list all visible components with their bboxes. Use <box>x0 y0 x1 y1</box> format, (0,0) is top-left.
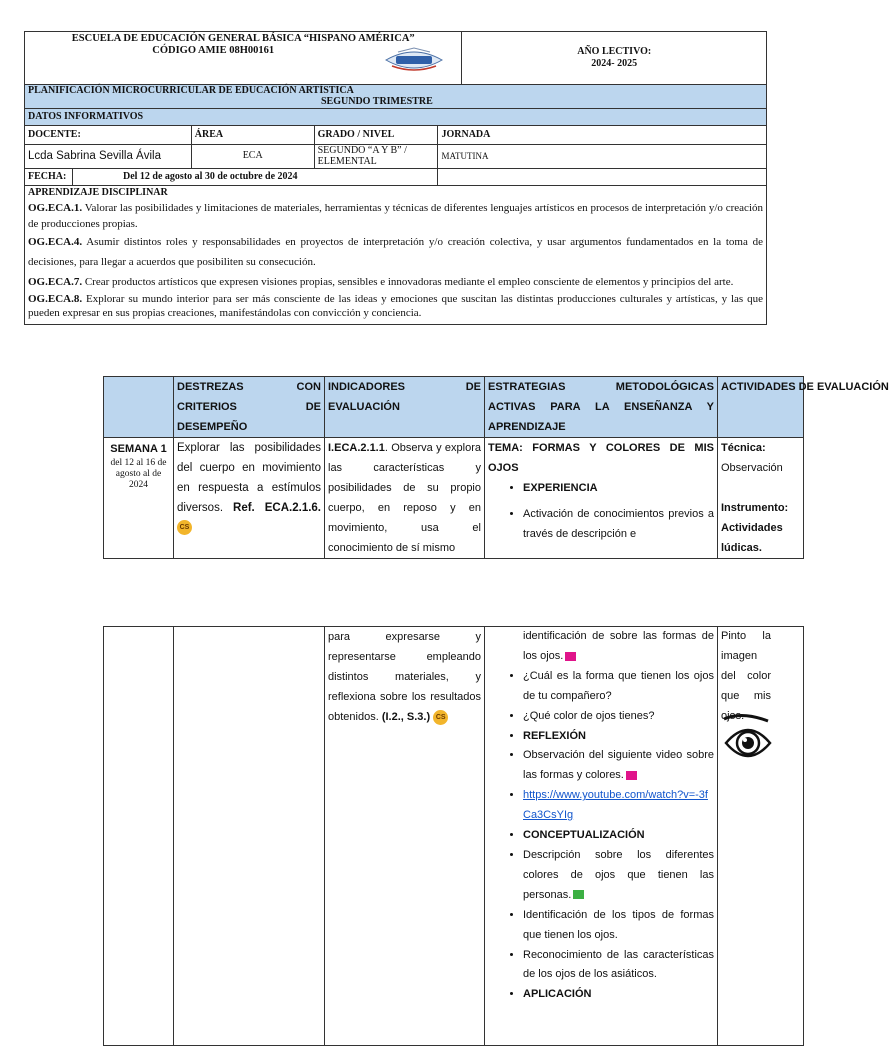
planning-table-part2 <box>103 626 804 1046</box>
tecnica-label: Técnica: <box>721 442 766 454</box>
aplicacion-heading: • APLICACIÓN <box>523 985 714 1005</box>
objective-3: OG.ECA.7. Crear productos artísticos que expresen visiones propias, sensibles e innovadoras mediante el empleo consciente de elementos y principios del arte. <box>28 276 734 288</box>
indicador-cell-continued: para expresarse y representarse empleando distintos materiales, y reflexiona sobre los resultados obtenidos. (I.2., S.3.) CS <box>325 627 485 1046</box>
actividades-cell-continued <box>718 627 804 1046</box>
destreza-cell: Explorar las posibilidades del cuerpo en movimiento en respuesta a estímulos diversos. Ref. ECA.2.1.6. CS <box>174 438 325 559</box>
reflexion-heading: • REFLEXIÓN <box>523 727 714 747</box>
destreza-cell-continued <box>174 627 325 1046</box>
jornada-label: JORNADA <box>438 126 767 145</box>
week-cell-continued <box>104 627 174 1046</box>
week-dates: del 12 al 16 de agosto al de 2024 <box>110 458 167 490</box>
fecha-value: Del 12 de agosto al 30 de octubre de 2024 <box>72 169 438 186</box>
fecha-empty <box>438 169 767 186</box>
indicador-code: I.ECA.2.1.1 <box>328 442 385 454</box>
instrumento-label: Instrumento: <box>721 502 789 514</box>
week-label: SEMANA 1 <box>110 443 167 455</box>
area-value: ECA <box>191 145 314 169</box>
aprendizaje-label: APRENDIZAJE DISCIPLINAR <box>28 187 168 198</box>
conceptualizacion-item-3: • Reconocimiento de las características de los ojos de los asiáticos. <box>523 946 714 986</box>
destreza-ref: Ref. ECA.2.1.6. <box>233 502 322 514</box>
pink-marker <box>565 652 576 661</box>
school-logo <box>380 46 448 74</box>
conceptualizacion-item-1: • Descripción sobre los diferentes colores de ojos que tienen las personas. <box>523 846 714 906</box>
experiencia-item-cont: identificación de sobre las formas de los ojos. <box>523 630 714 662</box>
conceptualizacion-item-2: • Identificación de los tipos de formas que tienen los ojos. <box>523 906 714 946</box>
indicador-ref: (I.2., S.3.) <box>381 711 431 723</box>
header-empty <box>104 377 174 438</box>
col-destrezas: DESTREZAS CON CRITERIOS DE DESEMPEÑO <box>174 377 325 438</box>
fecha-label: FECHA: <box>25 169 73 186</box>
estrategias-cell <box>485 438 718 559</box>
aprendizaje-cell <box>25 186 767 325</box>
cs-icon: CS <box>433 710 448 725</box>
objective-1: OG.ECA.1. Valorar las posibilidades y limitaciones de materiales, herramientas y técnicas de diferentes lenguajes artísticos en procesos de interpretación y/o creación de producciones propias. <box>28 202 763 230</box>
plan-title: PLANIFICACIÓN MICROCURRICULAR DE EDUCACIÓN ARTÍSTICA <box>28 85 354 96</box>
grado-label: GRADO / NIVEL <box>314 126 438 145</box>
objective-2: OG.ECA.4. Asumir distintos roles y responsabilidades en proyectos de interpretación y/o creación colectiva, y usar argumentos fundamentados en la toma de decisiones, para llegar a acuerdos que posibiliten su consecución. <box>28 236 763 268</box>
experiencia-item: • Activación de conocimientos previos a través de descripción e <box>523 504 714 544</box>
col-indicadores: INDICADORES DE EVALUACIÓN <box>325 377 485 438</box>
school-year-value: 2024- 2025 <box>591 58 638 69</box>
question-1: • ¿Cuál es la forma que tienen los ojos de tu compañero? <box>523 667 714 707</box>
docente-value: Lcda Sabrina Sevilla Ávila <box>25 145 192 169</box>
instrumento-value: Actividades lúdicas. <box>721 522 783 554</box>
plan-title-cell <box>25 85 767 109</box>
indicador-cell: I.ECA.2.1.1. Observa y explora las características y posibilidades de su propio cuerpo, en reposo y en movimiento, usa el conocimiento de sí mismo <box>325 438 485 559</box>
week-cell <box>104 438 174 559</box>
school-name-cell <box>25 32 462 85</box>
actividades-cell <box>718 438 804 559</box>
video-link-item <box>523 786 714 826</box>
video-link[interactable]: https://www.youtube.com/watch?v=-3fCa3CsYIg <box>523 789 708 822</box>
estrategias-cell-continued <box>485 627 718 1046</box>
school-year-cell <box>462 32 767 85</box>
green-marker <box>573 890 584 899</box>
pink-marker <box>626 771 637 780</box>
docente-label: DOCENTE: <box>25 126 192 145</box>
tecnica-value: Observación <box>721 462 783 474</box>
jornada-value: MATUTINA <box>438 145 767 169</box>
area-label: ÁREA <box>191 126 314 145</box>
eye-icon <box>722 713 772 767</box>
estrategias-list <box>488 478 714 544</box>
trimester: SEGUNDO TRIMESTRE <box>321 96 433 107</box>
question-2: • ¿Qué color de ojos tienes? <box>523 707 714 727</box>
col-estrategias: ESTRATEGIAS METODOLÓGICAS ACTIVAS PARA LA ENSEÑANZA Y APRENDIZAJE <box>485 377 718 438</box>
tema: TEMA: FORMAS Y COLORES DE MIS OJOS <box>488 442 714 474</box>
header-table <box>24 31 767 325</box>
cs-icon: CS <box>177 520 192 535</box>
school-year-label: AÑO LECTIVO: <box>577 46 652 57</box>
estrategias-list-continued <box>488 627 714 1005</box>
planning-table-part1 <box>103 376 889 559</box>
experiencia-heading: • EXPERIENCIA <box>523 478 714 498</box>
objective-4: OG.ECA.8. Explorar su mundo interior para ser más consciente de las ideas y emociones que suscitan las distintas producciones culturales y artísticas, y las que pueden expresar en sus propias creaciones, manifestándolas con convicción y conciencia. <box>28 293 763 319</box>
reflexion-item: • Observación del siguiente video sobre las formas y colores. <box>523 746 714 786</box>
actividad-text: Pinto la imagen del color que mis ojos. <box>721 630 771 722</box>
conceptualizacion-heading: • CONCEPTUALIZACIÓN <box>523 826 714 846</box>
grado-value: SEGUNDO “A Y B” / ELEMENTAL <box>314 145 438 169</box>
datos-informativos: DATOS INFORMATIVOS <box>25 109 767 126</box>
col-actividades: ACTIVIDADES DE EVALUACIÓN <box>718 377 804 438</box>
school-amie-code: CÓDIGO AMIE 08H00161 <box>152 45 275 56</box>
school-name: ESCUELA DE EDUCACIÓN GENERAL BÁSICA “HISPANO AMÉRICA” <box>71 33 415 44</box>
